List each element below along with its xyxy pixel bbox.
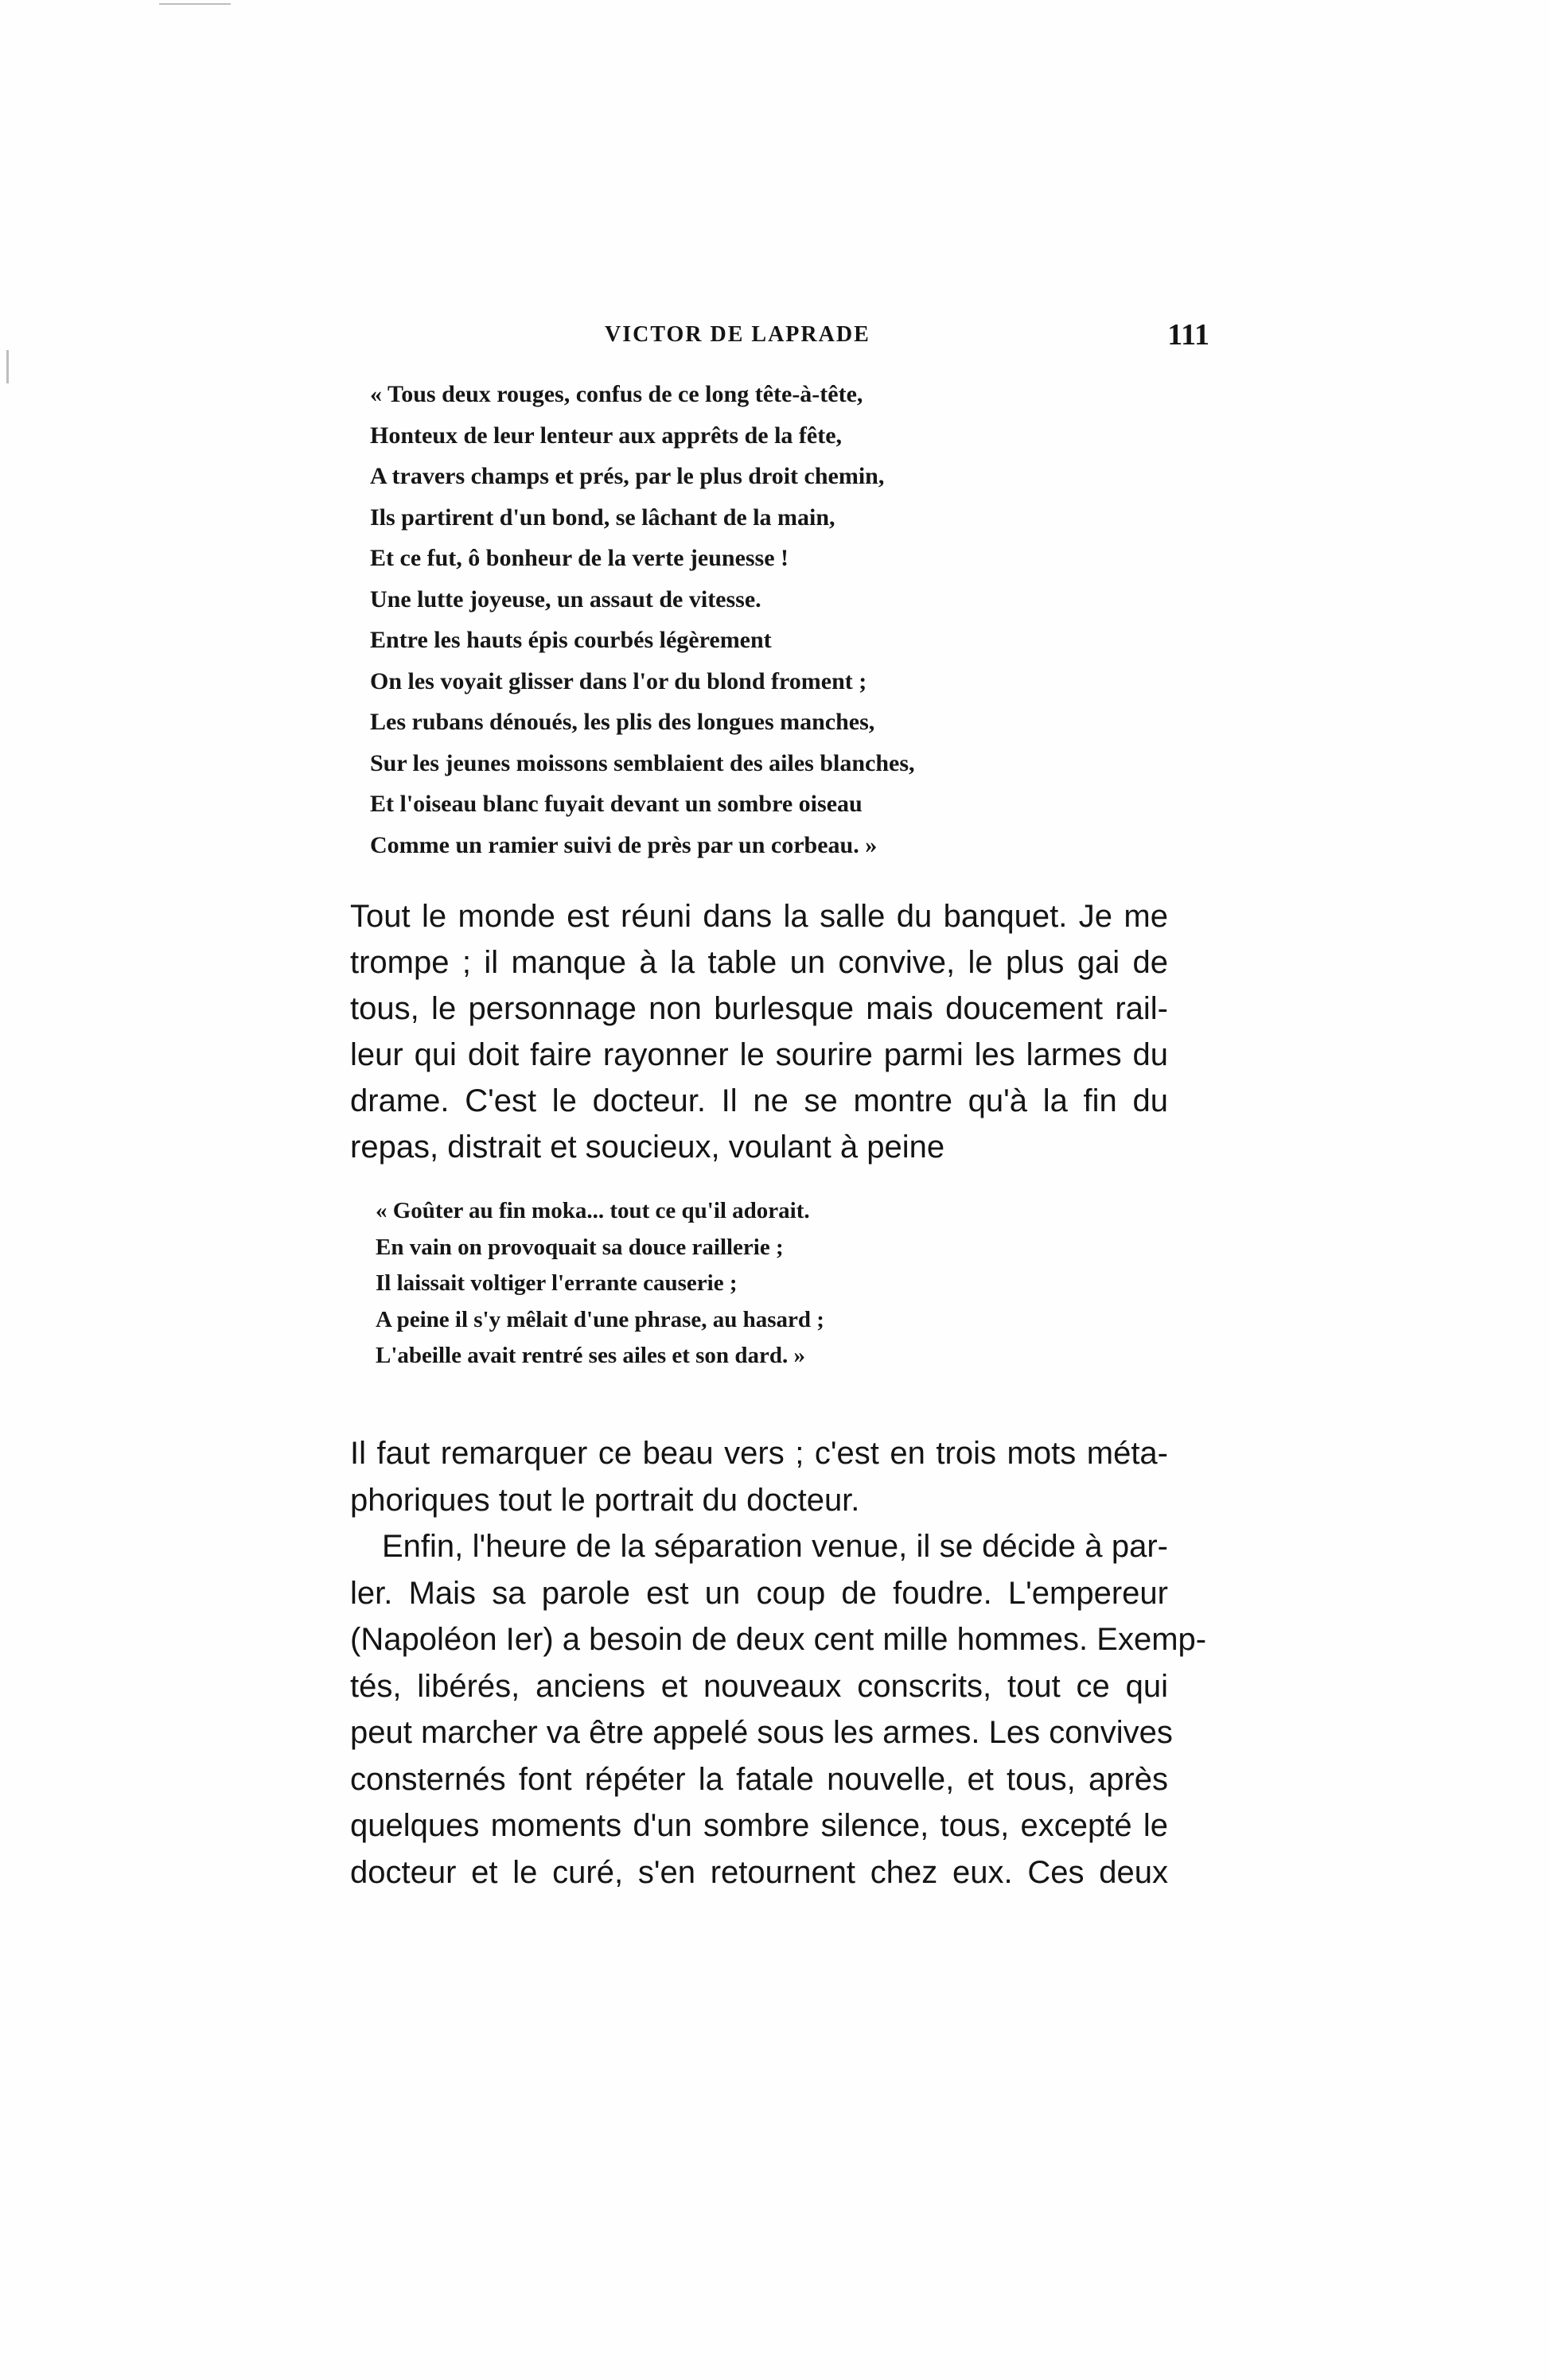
verse-line: En vain on provoquait sa douce raillerie ; xyxy=(376,1234,784,1260)
prose-line: drame. C'est le docteur. Il ne se montre qu'à la fin du xyxy=(350,1083,1168,1118)
running-head: VICTOR DE LAPRADE xyxy=(605,322,870,347)
verse-line: Entre les hauts épis courbés légèrement xyxy=(370,627,772,653)
verse-line: A travers champs et prés, par le plus droit chemin, xyxy=(370,463,885,489)
prose-paragraph-1 xyxy=(350,893,1168,1170)
verse-line: Et l'oiseau blanc fuyait devant un sombre oiseau xyxy=(370,791,863,817)
prose-line: trompe ; il manque à la table un convive, le plus gai de xyxy=(350,945,1168,980)
scan-top-mark xyxy=(159,3,231,5)
prose-line: quelques moments d'un sombre silence, tous, excepté le xyxy=(350,1808,1168,1843)
prose-line: (Napoléon Ier) a besoin de deux cent mille hommes. Exemp- xyxy=(350,1622,1207,1657)
verse-line: Une lutte joyeuse, un assaut de vitesse. xyxy=(370,585,761,612)
prose-line: docteur et le curé, s'en retournent chez eux. Ces deux xyxy=(350,1854,1168,1890)
verse-line: « Tous deux rouges, confus de ce long tête-à-tête, xyxy=(370,381,863,407)
prose-line: tous, le personnage non burlesque mais doucement rail- xyxy=(350,991,1168,1026)
verse-line: Ils partirent d'un bond, se lâchant de la main, xyxy=(370,504,835,531)
page-number: 111 xyxy=(1167,318,1209,352)
prose-line: leur qui doit faire rayonner le sourire parmi les larmes du xyxy=(350,1037,1168,1072)
verse-line: « Goûter au fin moka... tout ce qu'il adorait. xyxy=(376,1198,810,1223)
verse-line: Sur les jeunes moissons semblaient des ailes blanches, xyxy=(370,749,915,776)
verse-line: Les rubans dénoués, les plis des longues manches, xyxy=(370,709,875,735)
verse-line: Comme un ramier suivi de près par un corbeau. » xyxy=(370,831,878,858)
prose-line: Tout le monde est réuni dans la salle du banquet. Je me xyxy=(350,899,1168,934)
prose-line: Enfin, l'heure de la séparation venue, il se décide à par- xyxy=(382,1529,1168,1564)
prose-line: peut marcher va être appelé sous les armes. Les convives xyxy=(350,1715,1173,1750)
verse-line: On les voyait glisser dans l'or du blond froment ; xyxy=(370,667,867,694)
page-header xyxy=(342,318,1209,360)
scan-margin-mark xyxy=(6,350,9,383)
prose-line: tés, libérés, anciens et nouveaux conscrits, tout ce qui xyxy=(350,1668,1168,1704)
prose-line: ler. Mais sa parole est un coup de foudre. L'empereur xyxy=(350,1575,1168,1611)
verse-line: A peine il s'y mêlait d'une phrase, au hasard ; xyxy=(376,1306,824,1332)
verse-block-1 xyxy=(370,374,915,865)
prose-paragraph-2 xyxy=(350,1430,1207,1896)
verse-line: Et ce fut, ô bonheur de la verte jeunesse ! xyxy=(370,545,789,571)
prose-line: phoriques tout le portrait du docteur. xyxy=(350,1482,860,1518)
prose-line: Il faut remarquer ce beau vers ; c'est en trois mots méta- xyxy=(350,1436,1168,1471)
verse-block-2 xyxy=(376,1193,824,1375)
verse-line: Il laissait voltiger l'errante causerie ; xyxy=(376,1270,738,1296)
verse-line: Honteux de leur lenteur aux apprêts de la fête, xyxy=(370,422,843,449)
prose-line: consternés font répéter la fatale nouvelle, et tous, après xyxy=(350,1761,1168,1797)
verse-line: L'abeille avait rentré ses ailes et son dard. » xyxy=(376,1343,805,1368)
prose-line: repas, distrait et soucieux, voulant à peine xyxy=(350,1130,945,1165)
